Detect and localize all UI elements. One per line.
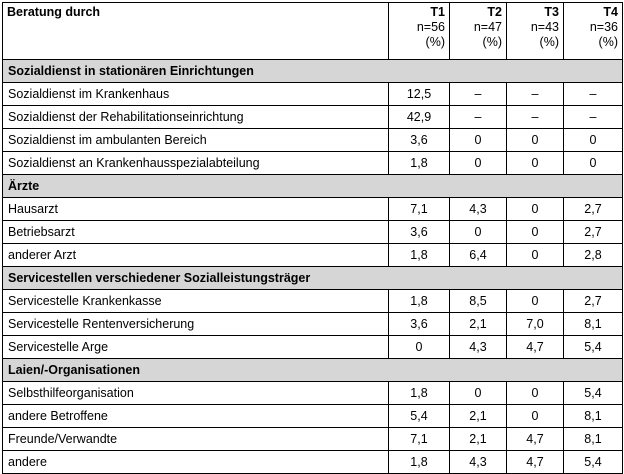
column-title: T3: [544, 5, 559, 19]
cell-t2: –: [450, 83, 507, 106]
cell-t2: 0: [450, 152, 507, 175]
row-label: anderer Arzt: [3, 244, 389, 267]
table-row: [3, 336, 623, 359]
cell-t3: 0: [507, 198, 564, 221]
table-row: [3, 106, 623, 129]
column-sample-size: n=56: [416, 20, 445, 34]
cell-t4: 5,4: [564, 336, 623, 359]
section-header: [3, 60, 623, 83]
table-row: [3, 83, 623, 106]
cell-t3: –: [507, 106, 564, 129]
cell-t1: 5,4: [389, 405, 450, 428]
cell-t3: 4,7: [507, 451, 564, 474]
cell-t3: 4,7: [507, 428, 564, 451]
cell-t1: 3,6: [389, 129, 450, 152]
row-label: Freunde/Verwandte: [3, 428, 389, 451]
column-title: T2: [487, 5, 502, 19]
cell-t2: 2,1: [450, 405, 507, 428]
cell-t2: 8,5: [450, 290, 507, 313]
column-header-t4: [564, 3, 623, 60]
cell-t4: 0: [564, 152, 623, 175]
table-body: [3, 60, 623, 474]
column-sample-size: n=36: [589, 20, 618, 34]
cell-t4: 2,7: [564, 290, 623, 313]
cell-t3: 4,7: [507, 336, 564, 359]
table-row: [3, 290, 623, 313]
cell-t4: 8,1: [564, 313, 623, 336]
row-label: Sozialdienst im Krankenhaus: [3, 83, 389, 106]
cell-t4: –: [564, 106, 623, 129]
row-label: andere: [3, 451, 389, 474]
data-table: [2, 2, 623, 474]
row-label: Sozialdienst an Krankenhausspezialabteilung: [3, 152, 389, 175]
cell-t2: 4,3: [450, 198, 507, 221]
table-row: [3, 244, 623, 267]
cell-t3: 0: [507, 290, 564, 313]
column-sample-size: n=43: [530, 20, 559, 34]
cell-t2: 0: [450, 129, 507, 152]
cell-t4: 2,7: [564, 198, 623, 221]
cell-t3: 0: [507, 382, 564, 405]
table-row: [3, 221, 623, 244]
column-title: T1: [430, 5, 445, 19]
column-unit: (%): [598, 35, 618, 49]
cell-t1: 1,8: [389, 382, 450, 405]
section-header: [3, 175, 623, 198]
cell-t2: 6,4: [450, 244, 507, 267]
row-label: Betriebsarzt: [3, 221, 389, 244]
row-label: andere Betroffene: [3, 405, 389, 428]
cell-t1: 12,5: [389, 83, 450, 106]
header-row: [3, 3, 623, 60]
cell-t2: –: [450, 106, 507, 129]
column-header-t3: [507, 3, 564, 60]
section-title: Laien/-Organisationen: [3, 359, 623, 382]
cell-t1: 7,1: [389, 428, 450, 451]
cell-t2: 0: [450, 221, 507, 244]
row-label: Servicestelle Arge: [3, 336, 389, 359]
header-label: Beratung durch: [3, 3, 389, 60]
cell-t4: 5,4: [564, 451, 623, 474]
cell-t4: 5,4: [564, 382, 623, 405]
row-label: Sozialdienst im ambulanten Bereich: [3, 129, 389, 152]
cell-t1: 42,9: [389, 106, 450, 129]
cell-t2: 2,1: [450, 428, 507, 451]
cell-t1: 3,6: [389, 221, 450, 244]
column-unit: (%): [482, 35, 502, 49]
cell-t3: 0: [507, 221, 564, 244]
cell-t1: 7,1: [389, 198, 450, 221]
cell-t1: 1,8: [389, 451, 450, 474]
section-title: Servicestellen verschiedener Sozialleistungsträger: [3, 267, 623, 290]
cell-t2: 4,3: [450, 451, 507, 474]
cell-t3: 0: [507, 152, 564, 175]
cell-t3: 0: [507, 405, 564, 428]
cell-t2: 2,1: [450, 313, 507, 336]
column-header-t1: [389, 3, 450, 60]
table-row: [3, 428, 623, 451]
cell-t4: 8,1: [564, 428, 623, 451]
cell-t3: 0: [507, 244, 564, 267]
cell-t3: 7,0: [507, 313, 564, 336]
row-label: Hausarzt: [3, 198, 389, 221]
section-header: [3, 359, 623, 382]
section-title: Ärzte: [3, 175, 623, 198]
cell-t4: 2,7: [564, 221, 623, 244]
cell-t1: 1,8: [389, 290, 450, 313]
table-row: [3, 198, 623, 221]
section-title: Sozialdienst in stationären Einrichtungen: [3, 60, 623, 83]
table-row: [3, 152, 623, 175]
cell-t3: 0: [507, 129, 564, 152]
cell-t2: 4,3: [450, 336, 507, 359]
row-label: Servicestelle Krankenkasse: [3, 290, 389, 313]
table-row: [3, 451, 623, 474]
row-label: Selbsthilfeorganisation: [3, 382, 389, 405]
row-label: Servicestelle Rentenversicherung: [3, 313, 389, 336]
cell-t1: 1,8: [389, 152, 450, 175]
section-header: [3, 267, 623, 290]
column-unit: (%): [425, 35, 445, 49]
row-label: Sozialdienst der Rehabilitationseinrichtung: [3, 106, 389, 129]
cell-t4: 0: [564, 129, 623, 152]
cell-t4: 2,8: [564, 244, 623, 267]
table-row: [3, 129, 623, 152]
cell-t1: 1,8: [389, 244, 450, 267]
cell-t2: 0: [450, 382, 507, 405]
table-row: [3, 405, 623, 428]
cell-t3: –: [507, 83, 564, 106]
cell-t1: 3,6: [389, 313, 450, 336]
table-row: [3, 313, 623, 336]
column-title: T4: [603, 5, 618, 19]
cell-t4: –: [564, 83, 623, 106]
cell-t4: 8,1: [564, 405, 623, 428]
cell-t1: 0: [389, 336, 450, 359]
column-sample-size: n=47: [473, 20, 502, 34]
column-header-t2: [450, 3, 507, 60]
column-unit: (%): [539, 35, 559, 49]
table-row: [3, 382, 623, 405]
